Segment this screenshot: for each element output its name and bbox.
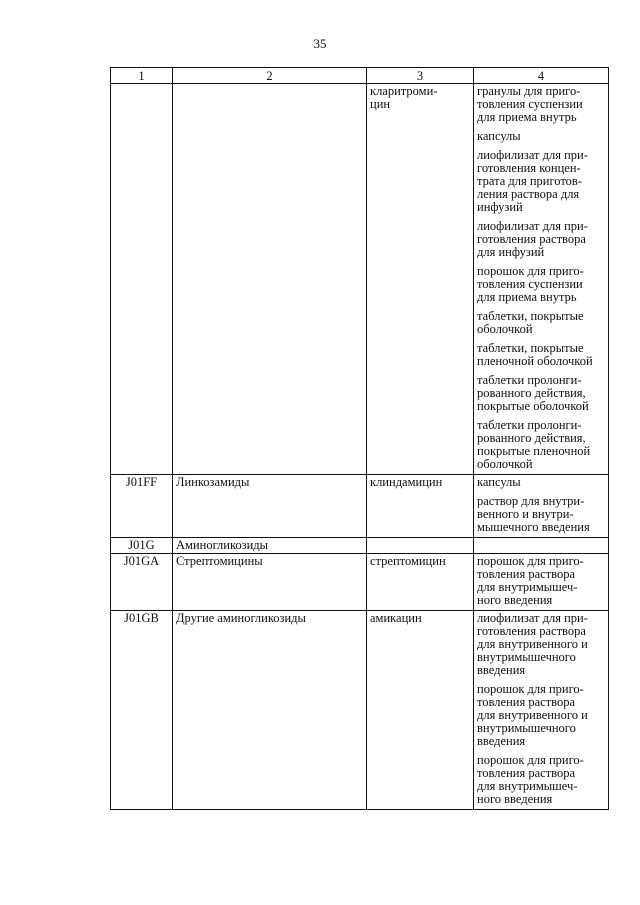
dosage-form: раствор для внутри- венного и внутри- мышечного введения bbox=[477, 494, 590, 534]
table-row bbox=[111, 611, 609, 810]
column-header-2: 2 bbox=[173, 68, 367, 84]
column-header-3: 3 bbox=[367, 68, 474, 84]
drug-name-cell: кларитроми- цин bbox=[367, 84, 474, 475]
dosage-form: таблетки пролонги- рованного действия, покрытые пленочной оболочкой bbox=[477, 418, 591, 471]
atc-code-cell bbox=[111, 84, 173, 475]
dosage-form: порошок для приго- товления раствора для внутривенного и внутримышечного введения bbox=[477, 682, 588, 748]
table-row bbox=[111, 554, 609, 611]
table-body bbox=[111, 84, 609, 810]
group-name-cell: Другие аминогликозиды bbox=[173, 611, 367, 810]
table-row bbox=[111, 538, 609, 554]
dosage-form: лиофилизат для при- готовления концен- трата для приготов- ления раствора для инфузий bbox=[477, 148, 588, 214]
drug-table bbox=[110, 67, 609, 810]
dosage-forms-cell bbox=[474, 475, 609, 538]
dosage-form: капсулы bbox=[477, 129, 521, 143]
atc-code-cell: J01GA bbox=[111, 554, 173, 611]
drug-name-cell bbox=[367, 538, 474, 554]
table-row bbox=[111, 84, 609, 475]
dosage-forms-cell bbox=[474, 554, 609, 611]
group-name-cell: Аминогликозиды bbox=[173, 538, 367, 554]
atc-code-cell: J01GB bbox=[111, 611, 173, 810]
atc-code-cell: J01G bbox=[111, 538, 173, 554]
dosage-form: гранулы для приго- товления суспензии для приема внутрь bbox=[477, 84, 583, 124]
column-header-4: 4 bbox=[474, 68, 609, 84]
table-header-row bbox=[111, 68, 609, 84]
dosage-form: порошок для приго- товления раствора для внутримышеч- ного введения bbox=[477, 753, 584, 806]
dosage-form: порошок для приго- товления раствора для внутримышеч- ного введения bbox=[477, 554, 584, 607]
group-name-cell bbox=[173, 84, 367, 475]
drug-name-cell: амикацин bbox=[367, 611, 474, 810]
group-name-cell: Линкозамиды bbox=[173, 475, 367, 538]
atc-code-cell: J01FF bbox=[111, 475, 173, 538]
dosage-form: капсулы bbox=[477, 475, 521, 489]
drug-name-cell: стрептомицин bbox=[367, 554, 474, 611]
dosage-form: таблетки, покрытые пленочной оболочкой bbox=[477, 341, 593, 368]
drug-name-cell: клиндамицин bbox=[367, 475, 474, 538]
dosage-form: таблетки пролонги- рованного действия, покрытые оболочкой bbox=[477, 373, 589, 413]
dosage-form: лиофилизат для при- готовления раствора для внутривенного и внутримышечного введения bbox=[477, 611, 588, 677]
dosage-form: таблетки, покрытые оболочкой bbox=[477, 309, 584, 336]
dosage-forms-cell bbox=[474, 611, 609, 810]
dosage-form: лиофилизат для при- готовления раствора для инфузий bbox=[477, 219, 588, 259]
column-header-1: 1 bbox=[111, 68, 173, 84]
group-name-cell: Стрептомицины bbox=[173, 554, 367, 611]
dosage-form: порошок для приго- товления суспензии для приема внутрь bbox=[477, 264, 584, 304]
dosage-forms-cell bbox=[474, 84, 609, 475]
table-row bbox=[111, 475, 609, 538]
dosage-forms-cell bbox=[474, 538, 609, 554]
page-number: 35 bbox=[313, 36, 327, 51]
